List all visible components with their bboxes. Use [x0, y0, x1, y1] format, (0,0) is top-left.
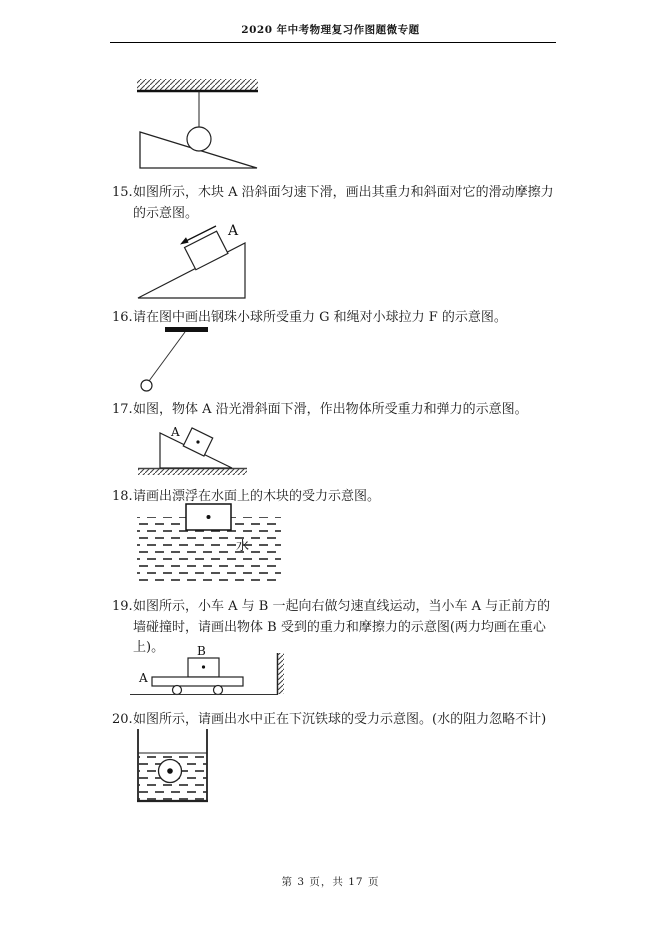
question-number: 16. — [112, 310, 133, 325]
velocity-arrow-head — [180, 237, 189, 244]
diagram-q15-block-on-incline — [130, 218, 285, 308]
wheel-left — [173, 686, 182, 695]
support-bar — [165, 327, 208, 332]
diagram-q20-sinking-ball — [130, 726, 220, 806]
ball-circle — [141, 380, 152, 391]
diagram-q19-cart-and-wall — [128, 640, 293, 702]
question-text: 如图所示，小车 A 与 B 一起向右做匀速直线运动，当小车 A 与正前方的墙碰撞时，请画出物体 B 受到的重力和摩擦力的示意图(两力均画在重心上)。 — [133, 599, 551, 655]
page-title: 2020 年中考物理复习作图题微专题 — [241, 24, 420, 36]
diagram-q17-block-on-incline — [130, 418, 260, 480]
question-number: 19. — [112, 599, 133, 614]
block-label: A — [171, 425, 180, 439]
ball-circle — [187, 127, 211, 151]
diagram-q18-floating-block — [130, 500, 288, 590]
center-of-mass-dot — [202, 665, 205, 668]
ground-hatch — [138, 469, 247, 475]
wall-hatch — [278, 653, 284, 694]
question-number: 17. — [112, 402, 133, 417]
diagram-q16-pendulum — [130, 323, 240, 401]
question-number: 18. — [112, 489, 133, 504]
center-of-mass-dot — [207, 515, 211, 519]
center-of-mass-dot — [196, 440, 199, 443]
wheel-right — [214, 686, 223, 695]
question-text: 如图所示，木块 A 沿斜面匀速下滑，画出其重力和斜面对它的滑动摩擦力的示意图。 — [133, 185, 554, 221]
ceiling-hatch — [137, 79, 258, 91]
question-text: 请画出漂浮在水面上的木块的受力示意图。 — [133, 489, 381, 504]
center-of-mass-dot — [167, 768, 173, 774]
water-label: 水 — [236, 539, 250, 554]
diagram-ceiling-ball-incline — [125, 70, 285, 175]
question-text: 请在图中画出钢珠小球所受重力 G 和绳对小球拉力 F 的示意图。 — [133, 310, 507, 325]
block-label: B — [197, 644, 206, 658]
header-rule — [110, 42, 556, 43]
question-number: 20. — [112, 712, 133, 727]
question-text: 如图所示，请画出水中正在下沉铁球的受力示意图。(水的阻力忽略不计) — [133, 712, 547, 727]
cart-label: A — [139, 671, 148, 685]
cart-platform — [152, 677, 243, 686]
question-text: 如图，物体 A 沿光滑斜面下滑，作出物体所受重力和弹力的示意图。 — [133, 402, 528, 417]
page-footer: 第 3 页，共 17 页 — [281, 876, 380, 888]
block-label: A — [228, 223, 239, 239]
string-line — [149, 332, 185, 381]
question-number: 15. — [112, 185, 133, 200]
